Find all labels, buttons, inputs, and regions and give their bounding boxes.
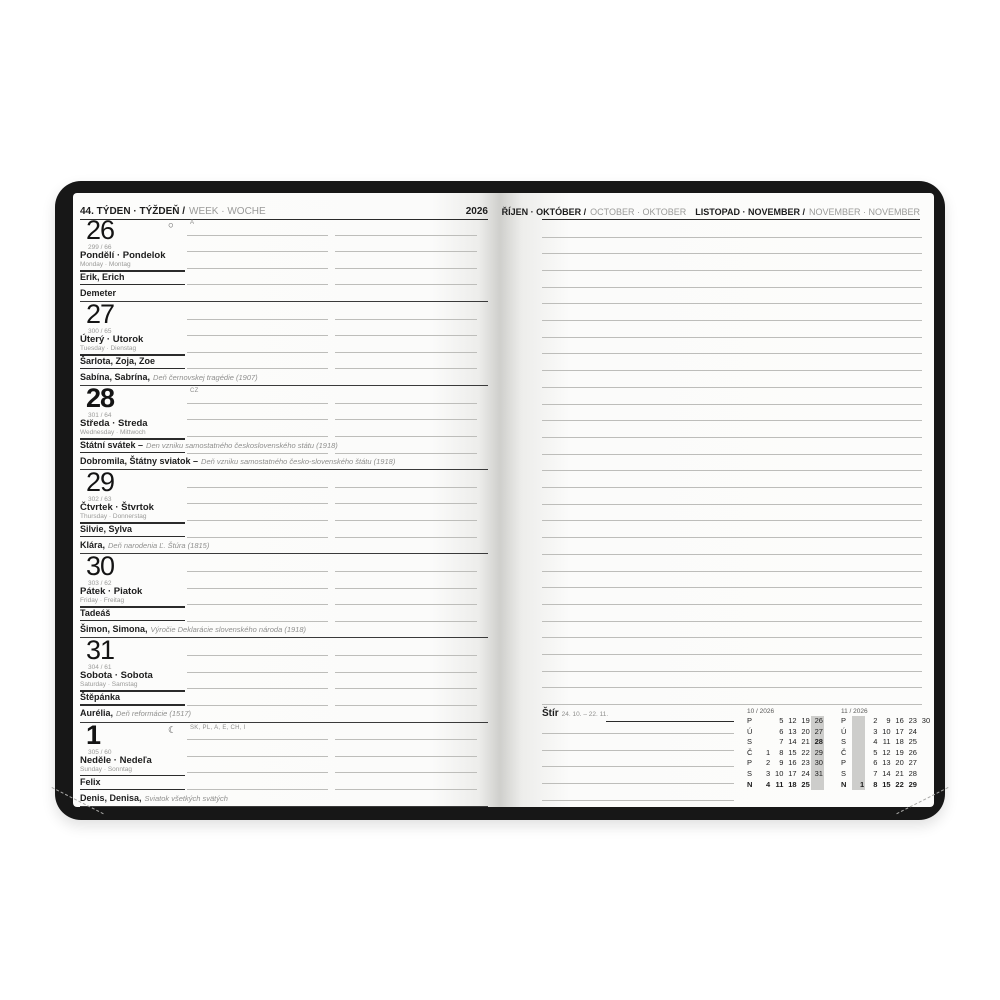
mini-calendar-date: 14: [882, 768, 891, 778]
mini-calendar-date: 21: [801, 737, 810, 747]
writing-line: [187, 352, 328, 353]
day-of-year: 304 / 61: [88, 664, 112, 672]
day-of-year: 305 / 60: [88, 748, 112, 756]
mini-calendar-date: 6: [873, 758, 878, 768]
mini-calendar-date: 24: [908, 726, 917, 736]
nameday-row-1: [80, 777, 101, 787]
nameday-row-2: [80, 372, 258, 382]
mini-calendar-date: 22: [801, 747, 810, 757]
nameday-underline: [80, 368, 185, 369]
nameday-row-2: [80, 793, 228, 803]
mini-calendar-date: [852, 727, 865, 738]
day-row-27: [80, 299, 488, 386]
nameday-row-2: [80, 540, 209, 550]
mini-calendar-date: 24: [801, 768, 810, 778]
writing-line: [187, 403, 328, 404]
day-row-1: [80, 719, 488, 807]
mini-calendar-date: 14: [788, 737, 797, 747]
mini-calendar-date: 12: [882, 747, 891, 757]
nameday-underline: [80, 536, 185, 537]
months-header: [501, 199, 920, 220]
nameday-row-1: [80, 272, 125, 282]
mini-calendar-date: 10: [775, 768, 784, 778]
mini-calendar-date: 30: [811, 758, 824, 769]
mini-calendar-day-label: P: [841, 716, 847, 725]
mini-calendar-date: 26: [811, 716, 824, 727]
day-row-29: [80, 467, 488, 554]
day-number: 29: [86, 467, 115, 498]
mini-calendar-date: 7: [873, 768, 878, 778]
nameday-czech: Šarlota, Zoja, Zoe: [80, 356, 156, 367]
mini-calendar-date: 10: [882, 726, 891, 736]
mini-calendar-date: 19: [801, 716, 810, 725]
writing-line: [335, 319, 477, 320]
writing-line: [542, 237, 922, 238]
mini-calendar-date: 3: [766, 768, 771, 778]
writing-line: [335, 284, 477, 285]
mini-calendar-day-label: P: [747, 716, 753, 725]
mini-calendar-date: 7: [779, 737, 784, 747]
mini-calendar-date: 13: [882, 758, 891, 768]
nameday-note-1: Den vzniku samostatného československého státu (1918): [146, 441, 338, 451]
mini-calendar-date: [852, 769, 865, 780]
writing-line: [187, 655, 328, 656]
writing-line: [187, 537, 328, 538]
mini-calendar-date: [918, 748, 931, 759]
writing-line: [187, 789, 328, 790]
nameday-note-2: Deň narodenia Ľ. Štúra (1815): [108, 541, 210, 551]
weekday-label: Pátek · Piatok: [80, 586, 143, 598]
writing-line: [335, 604, 477, 605]
writing-line: [542, 487, 922, 488]
writing-line: [335, 621, 477, 622]
writing-line: [187, 319, 328, 320]
mini-calendar-date: [852, 716, 865, 727]
mini-calendar-day-label: Č: [841, 747, 847, 757]
mini-calendar-date: 6: [779, 726, 784, 736]
mini-calendar-date: [852, 758, 865, 769]
day-of-year: 300 / 65: [88, 328, 112, 336]
mini-calendar-date: 11: [882, 737, 891, 747]
writing-line: [542, 537, 922, 538]
writing-line: [187, 335, 328, 336]
weekday-label-intl: Thursday · Donnerstag: [80, 513, 147, 521]
day-row-28: [80, 383, 488, 470]
writing-line: [542, 470, 922, 471]
nameday-slovak: Sabína, Sabrína,: [80, 372, 151, 383]
nameday-row-2: [80, 456, 395, 466]
mini-calendar-date: 9: [779, 758, 784, 768]
mini-calendar-date: 27: [908, 758, 917, 768]
mini-calendar-date: 8: [873, 779, 878, 789]
holiday-country-codes: CZ: [190, 388, 199, 395]
weekday-label: Sobota · Sobota: [80, 670, 153, 682]
writing-line: [542, 554, 922, 555]
mini-calendar-date: 18: [895, 737, 904, 747]
right-notes-page: [500, 193, 934, 807]
writing-line: [542, 437, 922, 438]
mini-calendar-date: 25: [801, 779, 810, 789]
mini-calendar-date: 3: [873, 726, 878, 736]
nameday-czech: Státní svátek –: [80, 440, 144, 451]
writing-line: [542, 353, 922, 354]
last-quarter-moon-icon: ☾: [168, 724, 177, 736]
mini-calendar-date: 9: [886, 716, 891, 725]
writing-line: [542, 454, 922, 455]
day-of-year: 302 / 63: [88, 496, 112, 504]
month-november: [695, 207, 920, 217]
writing-line: [187, 419, 328, 420]
writing-line: [335, 368, 477, 369]
writing-line: [542, 303, 922, 304]
mini-calendar-date: 2: [873, 716, 878, 725]
mini-calendar-date: 20: [801, 726, 810, 736]
day-of-year: 303 / 62: [88, 580, 112, 588]
writing-line: [542, 654, 922, 655]
writing-line: [542, 621, 922, 622]
writing-line: [187, 503, 328, 504]
mini-calendar-date: [852, 748, 865, 759]
day-number: 26: [86, 215, 115, 245]
weekday-label: Pondělí · Pondelok: [80, 250, 166, 261]
mini-calendar-date: 4: [873, 737, 878, 747]
zodiac-date-range: 24. 10. – 22. 11.: [561, 711, 609, 718]
writing-line: [187, 739, 328, 740]
nameday-slovak: Demeter: [80, 288, 117, 298]
month1-label: ŘÍJEN · OKTÓBER /: [501, 207, 587, 217]
nameday-underline: [80, 284, 185, 285]
writing-line: [542, 571, 922, 572]
weekday-label: Středa · Streda: [80, 418, 148, 430]
writing-line: [187, 368, 328, 369]
mini-calendar-date: 2: [766, 758, 771, 768]
nameday-row-1: [80, 692, 120, 702]
year-label: 2026: [465, 206, 488, 217]
nameday-czech: Erik, Erich: [80, 272, 125, 282]
mini-calendar-day-label: Č: [747, 747, 753, 757]
mini-calendar-date: 31: [811, 769, 824, 780]
writing-line: [335, 453, 477, 454]
writing-line: [187, 756, 328, 757]
mini-calendar-day-label: S: [841, 768, 847, 778]
mini-calendar-day-label: S: [747, 768, 753, 778]
writing-line: [542, 320, 922, 321]
writing-line: [542, 404, 922, 405]
week-label-intl: WEEK · WOCHE: [189, 206, 266, 217]
day-number: 28: [86, 383, 115, 414]
mini-calendar-date: 16: [895, 716, 904, 725]
writing-line: [542, 783, 734, 784]
mini-calendar-date: 15: [788, 747, 797, 757]
writing-line: [187, 772, 328, 773]
day-row-30: [80, 551, 488, 638]
month1-label-intl: OCTOBER · OKTOBER: [590, 207, 687, 217]
mini-calendar-date: [758, 716, 771, 727]
mini-calendar-date: 20: [895, 758, 904, 768]
mini-calendar-day-label: Ú: [841, 726, 847, 736]
mini-calendar-day-label: N: [747, 779, 753, 789]
mini-calendar-grid: [841, 716, 931, 790]
mini-calendar-date: 5: [873, 747, 878, 757]
writing-line: [335, 672, 477, 673]
nameday-row-2: [80, 708, 191, 718]
nameday-slovak: Klára,: [80, 540, 106, 551]
mini-calendar-date: 28: [811, 737, 824, 748]
writing-line: [335, 503, 477, 504]
zodiac-rule-line: [606, 721, 734, 722]
nameday-underline: [80, 789, 185, 790]
mini-calendar-date: 13: [788, 726, 797, 736]
writing-line: [335, 588, 477, 589]
writing-line: [187, 688, 328, 689]
nameday-note-2: Deň reformácie (1517): [116, 709, 192, 719]
writing-line: [542, 800, 734, 801]
writing-line: [542, 733, 734, 734]
writing-line: [542, 704, 922, 705]
mini-calendar-date: [852, 737, 865, 748]
nameday-note-2: Výročie Deklarácie slovenského národa (1918): [150, 625, 307, 635]
writing-line: [187, 487, 328, 488]
mini-calendar-date: 8: [779, 747, 784, 757]
writing-line: [187, 604, 328, 605]
mini-calendar-october: [747, 708, 824, 790]
writing-line: [542, 420, 922, 421]
mini-calendar-grid: [747, 716, 824, 790]
writing-line: [542, 520, 922, 521]
day-of-year: 301 / 64: [88, 412, 112, 420]
mini-calendar-date: 27: [811, 727, 824, 738]
mini-calendar-date: 19: [895, 747, 904, 757]
weekday-label-intl: Friday · Freitag: [80, 597, 125, 605]
nameday-underline: [80, 452, 185, 453]
mini-calendar-date: [918, 737, 931, 748]
day-number: 30: [86, 551, 115, 582]
month2-label-intl: NOVEMBER · NOVEMBER: [808, 207, 920, 217]
writing-line: [335, 268, 477, 269]
day-row-31: [80, 635, 488, 722]
mini-calendar-date: 23: [801, 758, 810, 768]
writing-line: [335, 772, 477, 773]
mini-calendar-day-label: Ú: [747, 726, 753, 736]
writing-line: [187, 453, 328, 454]
weekday-label: Úterý · Utorok: [80, 334, 144, 346]
mini-calendar-date: [918, 780, 931, 791]
mini-calendar-day-label: N: [841, 779, 847, 789]
mini-calendar-date: 22: [895, 779, 904, 789]
mini-calendar-date: 15: [882, 779, 891, 789]
writing-line: [542, 671, 922, 672]
nameday-row-1: [80, 440, 338, 450]
mini-calendar-date: 4: [766, 779, 771, 789]
mini-calendar-date: 29: [811, 748, 824, 759]
writing-line: [335, 688, 477, 689]
nameday-underline: [80, 704, 185, 705]
mini-calendar-date: [918, 727, 931, 738]
writing-line: [542, 253, 922, 254]
nameday-note-2: Sviatok všetkých svätých: [144, 793, 228, 803]
writing-line: [187, 235, 328, 236]
nameday-row-1: [80, 608, 110, 618]
writing-line: [187, 284, 328, 285]
writing-line: [335, 352, 477, 353]
mini-calendar-title: 10 / 2026: [747, 708, 775, 715]
nameday-note-2: Deň černovskej tragédie (1907): [153, 373, 258, 383]
writing-line: [542, 270, 922, 271]
nameday-czech: Felix: [80, 776, 101, 787]
day-of-year: 299 / 66: [88, 244, 112, 251]
mini-calendar-date: 1: [852, 780, 865, 791]
nameday-slovak: Aurélia,: [80, 708, 114, 719]
writing-line: [335, 705, 477, 706]
nameday-slovak: Dobromila, Štátny sviatok –: [80, 456, 199, 467]
writing-line: [335, 419, 477, 420]
mini-calendar-date: 5: [779, 716, 784, 725]
mini-calendar-date: 18: [788, 779, 797, 789]
nameday-slovak: Denis, Denisa,: [80, 792, 142, 803]
mini-calendar-date: 26: [908, 747, 917, 757]
writing-line: [542, 337, 922, 338]
writing-line: [335, 487, 477, 488]
writing-line: [335, 756, 477, 757]
mini-calendar-date: 21: [895, 768, 904, 778]
mini-calendar-date: 17: [788, 768, 797, 778]
weekday-label-intl: Saturday · Samstag: [80, 681, 138, 689]
mini-calendar-day-label: P: [841, 758, 847, 768]
nameday-czech: Štěpánka: [80, 692, 121, 703]
mini-calendar-title: 11 / 2026: [841, 708, 868, 715]
nameday-underline: [80, 620, 185, 621]
writing-line: [542, 750, 734, 751]
nameday-row-2: [80, 624, 306, 634]
mini-calendar-date: [918, 758, 931, 769]
mini-calendar-date: 12: [788, 716, 797, 725]
writing-line: [187, 672, 328, 673]
mini-calendar-day-label: P: [747, 758, 753, 768]
mini-calendar-date: 23: [908, 716, 917, 725]
mini-calendar-date: 1: [766, 747, 771, 757]
writing-line: [542, 504, 922, 505]
weekday-label: Neděle · Nedeľa: [80, 754, 152, 766]
mini-calendar-date: [811, 780, 824, 791]
mini-calendar-date: 11: [775, 779, 784, 789]
week-header: [80, 199, 488, 220]
writing-line: [335, 520, 477, 521]
zodiac-label: [542, 708, 608, 719]
writing-line: [187, 436, 328, 437]
writing-line: [335, 235, 477, 236]
day-number: 1: [86, 719, 101, 750]
writing-line: [187, 621, 328, 622]
mini-calendar-date: 30: [921, 716, 931, 725]
day-row-26: [80, 215, 488, 302]
weekday-label-intl: Monday · Montag: [80, 261, 131, 268]
writing-line: [187, 268, 328, 269]
day-number: 31: [86, 635, 115, 666]
writing-line: [187, 705, 328, 706]
writing-line: [335, 436, 477, 437]
holiday-country-codes: A: [190, 220, 195, 226]
nameday-czech: Tadeáš: [80, 608, 111, 619]
writing-line: [335, 655, 477, 656]
mini-calendar-date: 17: [895, 726, 904, 736]
writing-line: [542, 387, 922, 388]
month-october: [502, 207, 687, 217]
mini-calendar-day-label: S: [841, 737, 847, 747]
writing-line: [187, 588, 328, 589]
nameday-note-2: Deň vzniku samostatného česko-slovenského štátu (1918): [201, 457, 396, 467]
weekday-label: Čtvrtek · Štvrtok: [80, 502, 154, 514]
mini-calendar-date: 28: [908, 768, 917, 778]
mini-calendar-november: [841, 708, 931, 790]
holiday-country-codes: SK, PL, A, E, CH, I: [190, 724, 246, 731]
writing-line: [335, 739, 477, 740]
month2-label: LISTOPAD · NOVEMBER /: [695, 207, 805, 217]
day-number: 27: [86, 299, 115, 330]
writing-line: [542, 604, 922, 605]
mini-calendar-date: 25: [908, 737, 917, 747]
nameday-row-1: [80, 356, 155, 366]
writing-line: [187, 571, 328, 572]
writing-line: [542, 687, 922, 688]
writing-line: [335, 335, 477, 336]
full-moon-icon: ○: [168, 220, 174, 231]
writing-line: [335, 251, 477, 252]
day-list: [80, 215, 488, 807]
nameday-row-2: [80, 288, 116, 298]
left-week-page: [73, 193, 500, 807]
mini-calendar-day-label: S: [747, 737, 753, 747]
nameday-czech: Silvie, Sylva: [80, 524, 133, 535]
writing-line: [542, 370, 922, 371]
writing-line: [335, 403, 477, 404]
mini-calendar-date: [758, 727, 771, 738]
mini-calendar-date: [918, 769, 931, 780]
writing-line: [542, 287, 922, 288]
writing-line: [187, 520, 328, 521]
weekday-label-intl: Wednesday · Mittwoch: [80, 429, 146, 437]
writing-line: [335, 571, 477, 572]
mini-calendar-date: 16: [788, 758, 797, 768]
writing-line: [542, 587, 922, 588]
writing-line: [335, 789, 477, 790]
writing-line: [542, 766, 734, 767]
weekday-label-intl: Tuesday · Dienstag: [80, 345, 137, 353]
weekday-label-intl: Sunday · Sonntag: [80, 765, 133, 773]
mini-calendar-date: 29: [908, 779, 917, 789]
nameday-slovak: Šimon, Simona,: [80, 624, 148, 635]
mini-calendar-date: [758, 737, 771, 748]
zodiac-name: Štír: [542, 708, 559, 719]
week-label: 44. TÝDEN · TÝŽDEŇ /: [80, 206, 186, 217]
writing-line: [187, 251, 328, 252]
nameday-row-1: [80, 524, 132, 534]
writing-line: [542, 637, 922, 638]
writing-line: [335, 537, 477, 538]
